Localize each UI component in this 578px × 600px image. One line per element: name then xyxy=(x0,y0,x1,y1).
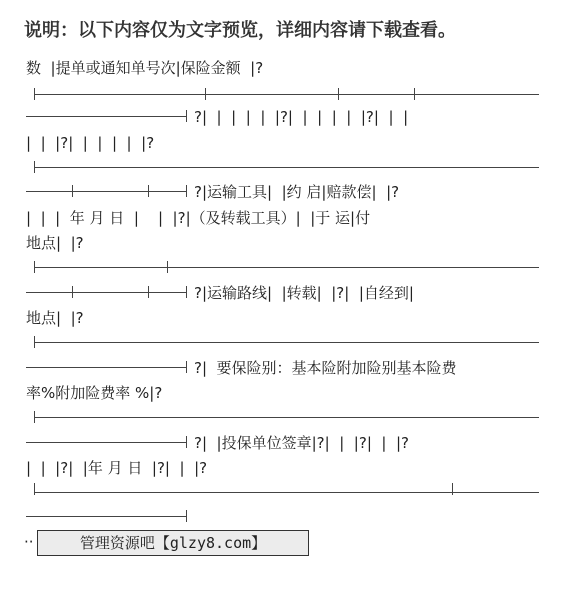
divider-tick xyxy=(72,286,73,298)
divider-tick xyxy=(72,185,73,197)
divider-line xyxy=(26,116,186,117)
divider-tick xyxy=(34,483,35,495)
text-line: 率%附加险费率 %|? xyxy=(26,384,163,402)
notice-text: 说明：以下内容仅为文字预览，详细内容请下载查看。 xyxy=(24,20,456,41)
divider-tick xyxy=(34,411,35,423)
divider-tick xyxy=(167,261,168,273)
divider-line xyxy=(34,267,539,268)
divider-tick xyxy=(186,361,187,373)
divider-tick xyxy=(186,110,187,122)
divider-tick xyxy=(148,286,149,298)
divider-tick xyxy=(452,483,453,495)
divider-line xyxy=(34,492,539,493)
resource-link-button[interactable]: 管理资源吧【glzy8.com】 xyxy=(37,530,309,556)
text-line: ?| | | | | |?| | | | | |?| | | xyxy=(194,108,409,126)
text-line: | | | 年 月 日 | | |?|（及转载工具）| |于 运|付 xyxy=(26,209,371,227)
divider-tick xyxy=(34,161,35,173)
divider-tick xyxy=(205,88,206,100)
divider-tick xyxy=(34,88,35,100)
divider-tick xyxy=(186,185,187,197)
text-line: 地点| |? xyxy=(26,309,84,327)
divider-tick xyxy=(414,88,415,100)
divider-line xyxy=(26,292,186,293)
divider-tick xyxy=(34,336,35,348)
text-line: ?|运输路线| |转载| |?| |自经到| xyxy=(194,284,414,302)
divider-tick xyxy=(186,510,187,522)
divider-tick xyxy=(148,185,149,197)
text-line: | | |?| | | | | |? xyxy=(26,134,155,152)
divider-line xyxy=(34,167,539,168)
divider-tick xyxy=(338,88,339,100)
text-line: | | |?| |年 月 日 |?| | |? xyxy=(26,459,208,477)
text-line: 数 |提单或通知单号次|保险金额 |? xyxy=(26,59,264,77)
text-line: ?|运输工具| |约 启|赔款偿| |? xyxy=(194,183,400,201)
divider-tick xyxy=(186,436,187,448)
divider-line xyxy=(26,442,186,443)
divider-line xyxy=(34,94,539,95)
divider-line xyxy=(26,191,186,192)
ellipsis-text: ·· xyxy=(24,533,34,551)
text-line: 地点| |? xyxy=(26,234,84,252)
divider-tick xyxy=(34,261,35,273)
divider-line xyxy=(26,367,186,368)
text-line: ?| 要保险别：基本险附加险别基本险费 xyxy=(194,359,457,377)
divider-line xyxy=(34,417,539,418)
divider-line xyxy=(26,516,186,517)
divider-line xyxy=(34,342,539,343)
text-line: ?| |投保单位签章|?| | |?| | |? xyxy=(194,434,410,452)
divider-tick xyxy=(186,286,187,298)
